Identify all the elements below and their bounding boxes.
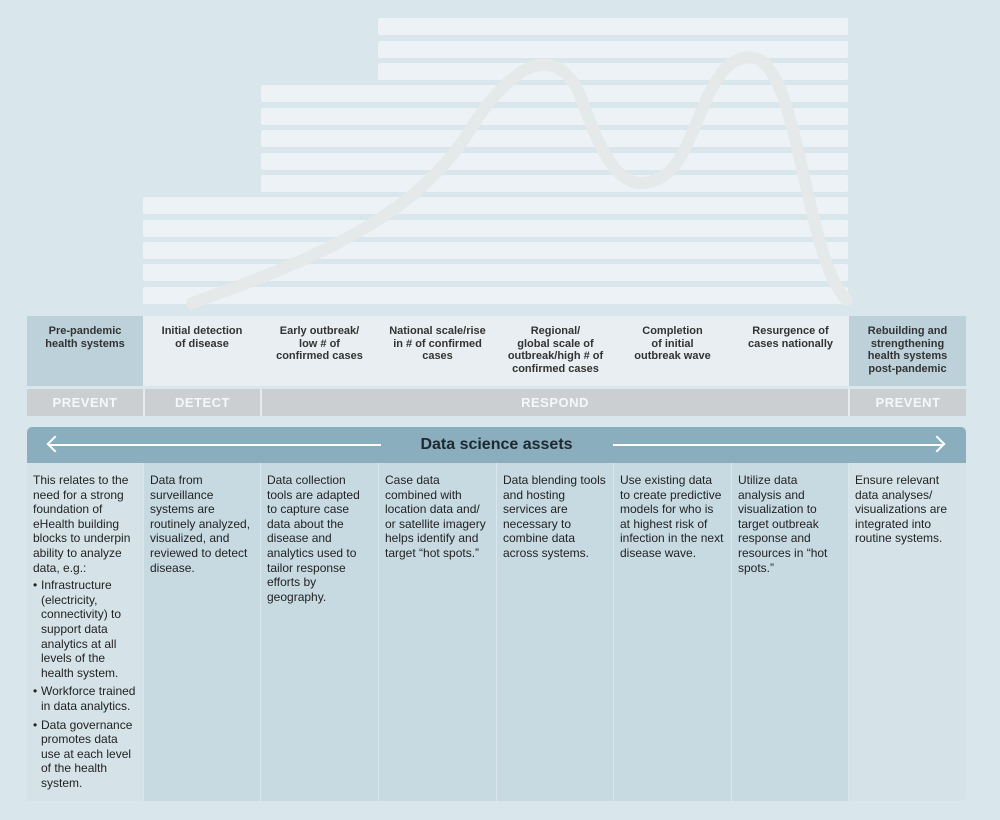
asset-bullet: • Data governance promotes data use at each level of the health system. [41,718,137,791]
epidemic-curve [0,0,1000,320]
stage-early-outbreak: Early outbreak/ low # of confirmed cases [276,325,363,362]
asset-text: Use existing data to create predictive models for who is at highest risk of infection in the next disease wave. [620,473,724,560]
asset-column-pre-pandemic [27,463,143,801]
asset-column-national-scale [379,463,496,801]
asset-column-resurgence [732,463,848,801]
asset-bullet: • Infrastructure (electricity, connectivity) to support data analytics at all levels of the health system. [41,578,137,680]
stage-resurgence: Resurgence of cases nationally [748,325,833,350]
assets-title: Data science assets [420,436,573,453]
phase-respond: RESPOND [521,395,589,410]
asset-column-early-outbreak [261,463,378,801]
right-arrow-line [613,444,943,446]
asset-text: Data collection tools are adapted to capture case data about the disease and analytics used to tailor response efforts by geography. [267,473,360,604]
stage-national-scale: National scale/rise in # of confirmed cases [389,325,486,362]
stage-regional-global-scale: Regional/ global scale of outbreak/high # of confirmed cases [507,325,604,375]
asset-text: Case data combined with location data and/ or satellite imagery helps identify and target “hot spots.” [385,473,486,560]
stage-row [27,316,966,386]
phase-prevent-right: PREVENT [875,395,941,410]
asset-bullet-list [33,578,137,790]
stage-completion-initial-wave: Completion of initial outbreak wave [634,325,711,362]
asset-text: Data blending tools and hosting services are necessary to combine data across systems. [503,473,606,560]
asset-text: Ensure relevant data analyses/ visualizations are integrated into routine systems. [855,473,948,546]
epidemic-curve-line [192,58,847,303]
asset-bullet: • Workforce trained in data analytics. [41,684,137,713]
asset-column-regional-global [497,463,613,801]
asset-column-rebuilding [849,463,966,801]
phase-detect: DETECT [175,395,230,410]
phase-bar [27,389,966,416]
stage-rebuilding: Rebuilding and strengthening health systems post-pandemic [849,316,966,386]
asset-text: Data from surveillance systems are routinely analyzed, visualized, and reviewed to detect disease. [150,473,251,575]
asset-column-initial-detection [144,463,260,801]
asset-column-completion [614,463,731,801]
asset-text: This relates to the need for a strong foundation of eHealth building blocks to underpin ability to analyze data, e.g.: [33,473,131,575]
asset-text: Utilize data analysis and visualization to target outbreak response and resources in “hot spots.” [738,473,828,575]
stage-pre-pandemic: Pre-pandemic health systems [27,316,143,386]
phase-prevent-left: PREVENT [52,395,118,410]
stage-initial-detection: Initial detection of disease [161,325,243,350]
assets-header [27,427,966,463]
